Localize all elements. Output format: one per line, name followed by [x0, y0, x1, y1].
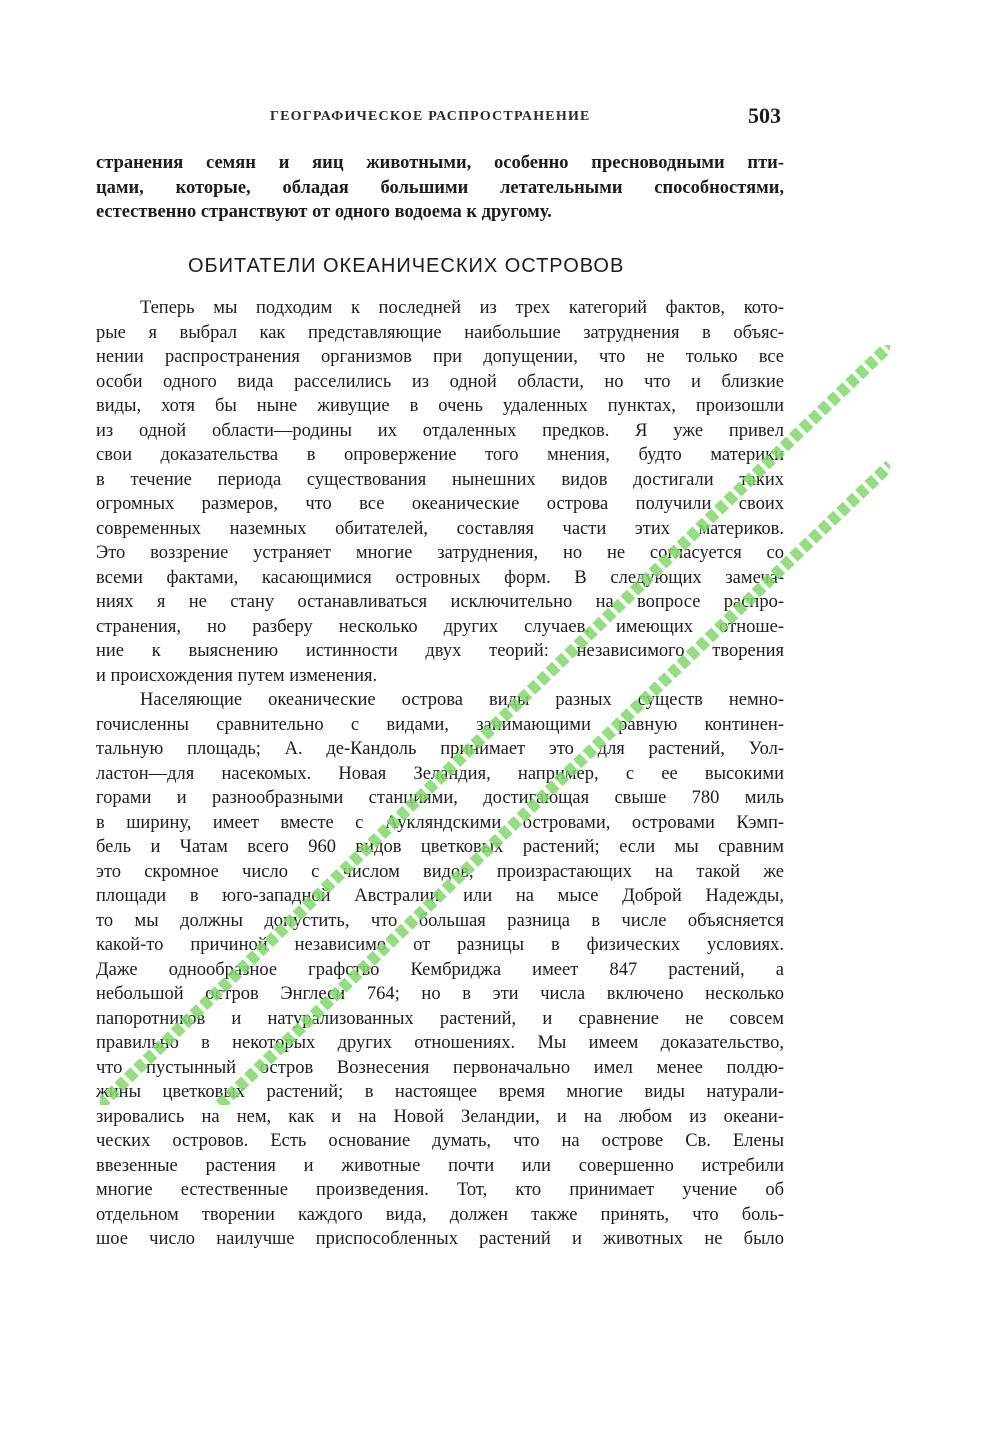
- paragraph-2-line: ввезенные растения и животные почти или совершенно истребили: [96, 1156, 784, 1176]
- paragraph-1-line: Это воззрение устраняет многие затруднения, но не согласуется со: [96, 543, 784, 563]
- paragraph-1-line: и происхождения путем изменения.: [96, 666, 378, 686]
- paragraph-2-line: это скромное число с числом видов, произрастающих на такой же: [96, 862, 784, 882]
- paragraph-2-line: правильно в некоторых других отношениях. Мы имеем доказательство,: [96, 1033, 784, 1053]
- paragraph-2-line: небольшой остров Энглеси 764; но в эти числа включено несколько: [96, 984, 784, 1004]
- paragraph-1-line: всеми фактами, касающимися островных форм. В следующих замеча-: [96, 568, 784, 588]
- paragraph-1-line: виды, хотя бы ныне живущие в очень удаленных пунктах, произошли: [96, 396, 784, 416]
- section-heading: ОБИТАТЕЛИ ОКЕАНИЧЕСКИХ ОСТРОВОВ: [188, 255, 625, 277]
- paragraph-1-line: особи одного вида расселились из одной области, но что и близкие: [96, 372, 784, 392]
- paragraph-1-line: странения, но разберу несколько других случаев, имеющих отноше-: [96, 617, 784, 637]
- paragraph-1-line: Теперь мы подходим к последней из трех категорий фактов, кото-: [140, 298, 784, 318]
- intro-line: естественно странствуют от одного водоема к другому.: [96, 202, 552, 222]
- paragraph-2-line: жины цветковых растений; в настоящее время многие виды натурали-: [96, 1082, 784, 1102]
- paragraph-2-line: ческих островов. Есть основание думать, что на острове Св. Елены: [96, 1131, 784, 1151]
- running-head: ГЕОГРАФИЧЕСКОЕ РАСПРОСТРАНЕНИЕ: [270, 109, 591, 124]
- paragraph-1-line: огромных размеров, что все океанические острова получили своих: [96, 494, 784, 514]
- paragraph-1-line: рые я выбрал как представляющие наибольшие затруднения в объяс-: [96, 323, 784, 343]
- paragraph-2-line: зировались на нем, как и на Новой Зеландии, и на любом из океани-: [96, 1107, 784, 1127]
- paragraph-1-line: из одной области—родины их отдаленных предков. Я уже привел: [96, 421, 784, 441]
- page-number: 503: [748, 103, 781, 128]
- paragraph-1-line: в течение периода существования нынешних видов достигали таких: [96, 470, 784, 490]
- paragraph-2-line: бель и Чатам всего 960 видов цветковых растений; если мы сравним: [96, 837, 784, 857]
- paragraph-2-line: в ширину, имеет вместе с Аукляндскими островами, островами Кэмп-: [96, 813, 784, 833]
- intro-line: цами, которые, обладая большими летательными способностями,: [96, 178, 784, 198]
- paragraph-2-line: гочисленны сравнительно с видами, занимающими равную континен-: [96, 715, 784, 735]
- paragraph-2-line: то мы должны допустить, что большая разница в числе объясняется: [96, 911, 784, 931]
- paragraph-1-line: нении распространения организмов при допущении, что не только все: [96, 347, 784, 367]
- paragraph-2-line: Населяющие океанические острова виды разных существ немно-: [140, 690, 784, 710]
- paragraph-2-line: Даже однообразное графство Кембриджа имеет 847 растений, а: [96, 960, 784, 980]
- paragraph-1-line: современных наземных обитателей, составляя части этих материков.: [96, 519, 784, 539]
- paragraph-2-line: папоротников и натурализованных растений, и сравнение не совсем: [96, 1009, 784, 1029]
- paragraph-2-line: что пустынный остров Вознесения первоначально имел менее полдю-: [96, 1058, 784, 1078]
- paragraph-1-line: ниях я не стану останавливаться исключительно на вопросе распро-: [96, 592, 784, 612]
- paragraph-2-line: какой-то причиной независимо от разницы в физических условиях.: [96, 935, 784, 955]
- paragraph-1-line: ние к выяснению истинности двух теорий: независимого творения: [96, 641, 784, 661]
- paragraph-1-line: свои доказательства в опровержение того мнения, будто материки: [96, 445, 784, 465]
- paragraph-2-line: горами и разнообразными станциями, достигающая свыше 780 миль: [96, 788, 784, 808]
- paragraph-2-line: ластон—для насекомых. Новая Зеландия, например, с ее высокими: [96, 764, 784, 784]
- paragraph-2-line: многие естественные произведения. Тот, кто принимает учение об: [96, 1180, 784, 1200]
- paragraph-2-line: шое число наилучше приспособленных растений и животных не было: [96, 1229, 784, 1249]
- paragraph-2-line: отдельном творении каждого вида, должен также принять, что боль-: [96, 1205, 784, 1225]
- paragraph-2-line: площади в юго-западной Австралии или на мысе Доброй Надежды,: [96, 886, 784, 906]
- intro-line: странения семян и яиц животными, особенно пресноводными пти-: [96, 153, 784, 173]
- paragraph-2-line: тальную площадь; А. де-Кандоль принимает это для растений, Уол-: [96, 739, 784, 759]
